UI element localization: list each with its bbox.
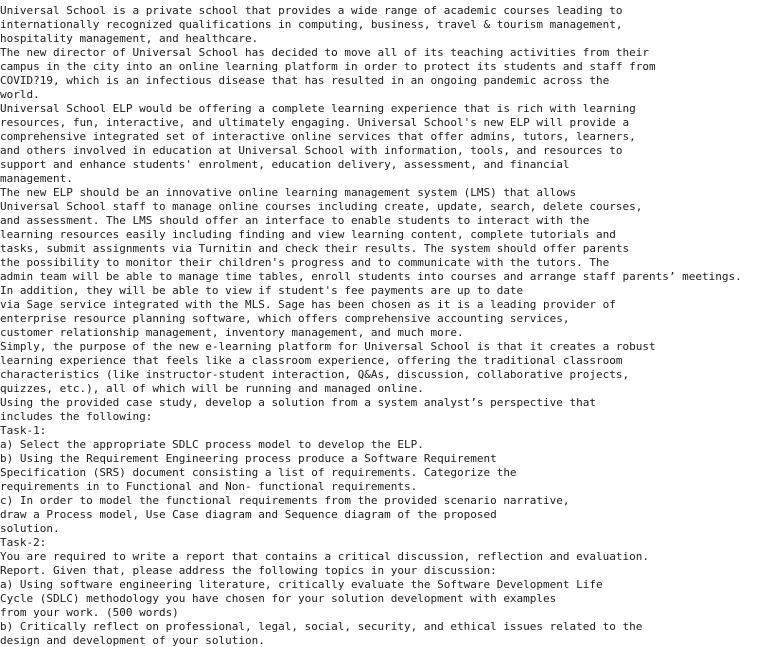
text-line: hospitality management, and healthcare. bbox=[0, 32, 259, 45]
text-line: Universal School is a private school that provides a wide range of academic courses leading to bbox=[0, 4, 623, 17]
text-line: includes the following: bbox=[0, 410, 153, 423]
text-line: Cycle (SDLC) methodology you have chosen for your solution development with examples bbox=[0, 592, 557, 605]
text-line: Simply, the purpose of the new e-learning platform for Universal School is that it creates a robust bbox=[0, 340, 656, 353]
text-line: internationally recognized qualifications in computing, business, travel & tourism management, bbox=[0, 18, 623, 31]
text-line: and assessment. The LMS should offer an interface to enable students to interact with the bbox=[0, 214, 590, 227]
text-line: design and development of your solution. bbox=[0, 634, 265, 647]
text-line: resources, fun, interactive, and ultimately engaging. Universal School's new ELP will provide a bbox=[0, 116, 630, 129]
text-line: COVID?19, which is an infectious disease that has resulted in an ongoing pandemic across the bbox=[0, 74, 610, 87]
text-line: learning resources easily including finding and view learning content, complete tutorials and bbox=[0, 228, 616, 241]
text-line: solution. bbox=[0, 522, 60, 535]
text-line: via Sage service integrated with the MLS. Sage has been chosen as it is a leading provider of bbox=[0, 298, 616, 311]
text-line: campus in the city into an online learning platform in order to protect its students and staff from bbox=[0, 60, 656, 73]
task-heading: Task-2: bbox=[0, 536, 47, 549]
text-line: characteristics (like instructor-student interaction, Q&As, discussion, collaborative projects, bbox=[0, 368, 630, 381]
text-line: the possibility to monitor their children's progress and to communicate with the tutors. The bbox=[0, 256, 610, 269]
text-line: The new director of Universal School has decided to move all of its teaching activities from their bbox=[0, 46, 650, 59]
task-heading: Task-1: bbox=[0, 424, 47, 437]
text-line: tasks, submit assignments via Turnitin and check their results. The system should offer parents bbox=[0, 242, 630, 255]
text-line: Using the provided case study, develop a solution from a system analyst’s perspective that bbox=[0, 396, 597, 409]
text-line: enterprise resource planning software, which offers comprehensive accounting services, bbox=[0, 312, 570, 325]
text-line: draw a Process model, Use Case diagram and Sequence diagram of the proposed bbox=[0, 508, 497, 521]
text-line: In addition, they will be able to view if student's fee payments are up to date bbox=[0, 284, 524, 297]
text-line: management. bbox=[0, 172, 73, 185]
text-line: comprehensive integrated set of interactive online services that offer admins, tutors, learners, bbox=[0, 130, 636, 143]
text-line: from your work. (500 words) bbox=[0, 606, 179, 619]
text-line: a) Using software engineering literature, critically evaluate the Software Development Life bbox=[0, 578, 603, 591]
text-line: Universal School ELP would be offering a complete learning experience that is rich with learning bbox=[0, 102, 636, 115]
text-line: Universal School staff to manage online courses including create, update, search, delete courses, bbox=[0, 200, 643, 213]
text-line: customer relationship management, inventory management, and much more. bbox=[0, 326, 464, 339]
text-line: You are required to write a report that contains a critical discussion, reflection and evaluation. bbox=[0, 550, 650, 563]
text-line: and others involved in education at Universal School with information, tools, and resources to bbox=[0, 144, 623, 157]
text-line: b) Critically reflect on professional, legal, social, security, and ethical issues related to the bbox=[0, 620, 643, 633]
text-line: world. bbox=[0, 88, 40, 101]
text-line: a) Select the appropriate SDLC process model to develop the ELP. bbox=[0, 438, 424, 451]
text-line: quizzes, etc.), all of which will be running and managed online. bbox=[0, 382, 424, 395]
text-line: b) Using the Requirement Engineering process produce a Software Requirement bbox=[0, 452, 497, 465]
text-line: Report. Given that, please address the following topics in your discussion: bbox=[0, 564, 497, 577]
text-line: c) In order to model the functional requirements from the provided scenario narrative, bbox=[0, 494, 570, 507]
text-line: requirements in to Functional and Non- functional requirements. bbox=[0, 480, 418, 493]
text-line: The new ELP should be an innovative online learning management system (LMS) that allows bbox=[0, 186, 577, 199]
text-line: learning experience that feels like a classroom experience, offering the traditional classroom bbox=[0, 354, 623, 367]
text-line: admin team will be able to manage time tables, enroll students into courses and arrange staff parents’ meetings. bbox=[0, 270, 742, 283]
text-line: support and enhance students' enrolment, education delivery, assessment, and financial bbox=[0, 158, 570, 171]
text-line: Specification (SRS) document consisting a list of requirements. Categorize the bbox=[0, 466, 517, 479]
